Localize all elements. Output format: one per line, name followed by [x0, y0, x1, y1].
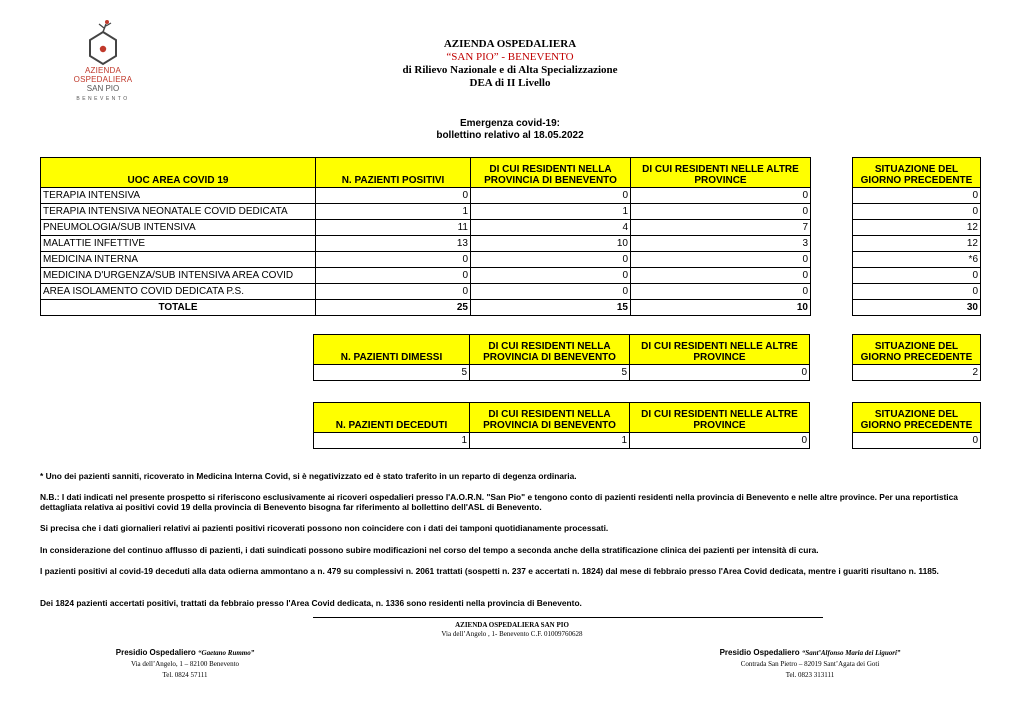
footer-left-tel: Tel. 0824 57111 [162, 671, 208, 679]
footer-title: AZIENDA OSPEDALIERA SAN PIO [455, 621, 569, 629]
unit-cell: TERAPIA INTENSIVA NEONATALE COVID DEDICATA [41, 204, 316, 220]
deceased-bn-value: 1 [470, 433, 630, 449]
residents-bn-cell: 0 [471, 268, 631, 284]
table-row [853, 188, 981, 204]
col-header-discharged-previous-text: SITUAZIONE DEL GIORNO PRECEDENTE [860, 341, 973, 363]
total-row [853, 300, 981, 316]
positive-cell: 0 [316, 252, 471, 268]
total-residents-other: 10 [631, 300, 811, 316]
previous-cell: *6 [853, 252, 981, 268]
logo-text-san-pio: SAN PIO [86, 84, 120, 93]
note-tampons: Si precisa che i dati giornalieri relativi ai pazienti positivi ricoverati possono non coincidere con i dati dei tamponi quotidianamente processati. [40, 523, 609, 533]
footer-right-presidio [700, 647, 920, 681]
table-row [853, 252, 981, 268]
col-header-discharged-bn [470, 335, 630, 365]
header-subtitle: “SAN PIO” - BENEVENTO [446, 51, 574, 63]
previous-cell: 0 [853, 268, 981, 284]
note-residents: Dei 1824 pazienti accertati positivi, trattati da febbraio presso l'Area Covid dedicata, n. 1336 sono residenti nella provincia di Benevento. [40, 598, 582, 608]
total-row [41, 300, 811, 316]
deceased-other-value: 0 [630, 433, 810, 449]
col-header-discharged-previous [853, 335, 981, 365]
table-row [853, 268, 981, 284]
table-row [41, 220, 811, 236]
discharged-previous-table [852, 334, 981, 381]
table-row [314, 433, 810, 449]
table-row [41, 204, 811, 220]
total-label: TOTALE [41, 300, 316, 316]
col-header-deceased: N. PAZIENTI DECEDUTI [314, 403, 470, 433]
residents-bn-cell: 10 [471, 236, 631, 252]
col-header-previous-day-text: SITUAZIONE DEL GIORNO PRECEDENTE [860, 164, 973, 186]
footer-right-label: Presidio Ospedaliero [719, 648, 800, 657]
table-row [41, 188, 811, 204]
footer-address: Via dell’Angelo , 1- Benevento C.F. 01009760628 [441, 630, 583, 638]
logo-text-ospedaliera: OSPEDALIERA [73, 75, 133, 84]
col-header-discharged: N. PAZIENTI DIMESSI [314, 335, 470, 365]
deceased-table [313, 402, 810, 449]
discharged-previous-value: 2 [853, 365, 981, 381]
previous-cell: 12 [853, 220, 981, 236]
previous-cell: 0 [853, 284, 981, 300]
footer-left-name [90, 647, 280, 659]
note-deceased: I pazienti positivi al covid-19 deceduti alla data odierna ammontano a n. 479 su complessivi n. 2061 trattati (sospetti n. 237 e accertati n. 1824) dal mese di febbraio presso l'Area Covid dedicata, mentre i guariti risultano n. 1185. [40, 566, 939, 576]
positive-cell: 0 [316, 268, 471, 284]
footer-left-label: Presidio Ospedaliero [115, 648, 196, 657]
note-asterisk: * Uno dei pazienti sanniti, ricoverato in Medicina Interna Covid, si è negativizzato ed è stato traferito in un reparto di degenza ordinaria. [40, 471, 577, 481]
residents-other-cell: 0 [631, 188, 811, 204]
col-header-deceased-previous [853, 403, 981, 433]
previous-cell: 0 [853, 204, 981, 220]
footer-left-presidio [90, 647, 280, 681]
footer-right-name [700, 647, 920, 659]
discharged-bn-value: 5 [470, 365, 630, 381]
col-header-deceased-other-text: DI CUI RESIDENTI NELLE ALTRE PROVINCE [641, 409, 798, 431]
residents-other-cell: 0 [631, 252, 811, 268]
document-header [380, 38, 640, 90]
total-previous: 30 [853, 300, 981, 316]
unit-cell: MEDICINA INTERNA [41, 252, 316, 268]
footer-center [400, 621, 624, 639]
previous-day-table [852, 157, 981, 316]
hospital-logo [72, 18, 134, 108]
unit-cell: MEDICINA D'URGENZA/SUB INTENSIVA AREA COVID [41, 268, 316, 284]
logo-text-benevento: BENEVENTO [76, 96, 130, 102]
positive-cell: 0 [316, 284, 471, 300]
table-row [314, 365, 810, 381]
note-nb: N.B.: I dati indicati nel presente prospetto si riferiscono esclusivamente ai ricoveri ospedalieri presso l'A.O.R.N. "San Pio" e tengono conto di pazienti residenti nella provincia di Benevento e nelle altre province. Per una reportistica dettagliata relativa ai positivi covid 19 della provincia di Benevento bisogna far riferimento al bollettino dell'ASL di Benevento. [40, 492, 958, 512]
table-row [41, 252, 811, 268]
col-header-residents-other [631, 158, 811, 188]
positive-cell: 0 [316, 188, 471, 204]
logo-text-azienda: AZIENDA [84, 66, 122, 75]
discharged-other-value: 0 [630, 365, 810, 381]
unit-cell: TERAPIA INTENSIVA [41, 188, 316, 204]
unit-cell: AREA ISOLAMENTO COVID DEDICATA P.S. [41, 284, 316, 300]
footer-right-hospital: “Sant’Alfonso Maria dei Liguori” [801, 649, 901, 657]
header-description: di Rilievo Nazionale e di Alta Specializzazione [402, 64, 618, 76]
table-row [853, 365, 981, 381]
deceased-value: 1 [314, 433, 470, 449]
unit-cell: MALATTIE INFETTIVE [41, 236, 316, 252]
col-header-deceased-other [630, 403, 810, 433]
table-row [41, 284, 811, 300]
total-positive: 25 [316, 300, 471, 316]
discharged-value: 5 [314, 365, 470, 381]
note-updates: In considerazione del continuo afflusso di pazienti, i dati suindicati possono subire modificazioni nel corso del tempo a seconda anche della stratificazione clinica dei pazienti per intensità di cura. [40, 545, 819, 555]
deceased-previous-table [852, 402, 981, 449]
discharged-table [313, 334, 810, 381]
house-logo-icon [83, 18, 123, 66]
bulletin-line-2: bollettino relativo al 18.05.2022 [436, 130, 584, 141]
footer-left-address: Via dell’Angelo, 1 – 82100 Benevento [130, 660, 240, 668]
residents-bn-cell: 4 [471, 220, 631, 236]
bulletin-line-1: Emergenza covid-19: [459, 118, 561, 129]
table-row [41, 236, 811, 252]
col-header-deceased-bn-text: DI CUI RESIDENTI NELLA PROVINCIA DI BENEVENTO [483, 409, 616, 431]
residents-other-cell: 3 [631, 236, 811, 252]
table-row [853, 284, 981, 300]
col-header-discharged-other-text: DI CUI RESIDENTI NELLE ALTRE PROVINCE [641, 341, 798, 363]
covid-area-table [40, 157, 811, 316]
footer-left-hospital: “Gaetano Rummo” [198, 649, 255, 657]
residents-other-cell: 0 [631, 284, 811, 300]
table-row [41, 268, 811, 284]
deceased-previous-value: 0 [853, 433, 981, 449]
col-header-discharged-other [630, 335, 810, 365]
col-header-discharged-bn-text: DI CUI RESIDENTI NELLA PROVINCIA DI BENEVENTO [483, 341, 616, 363]
previous-cell: 0 [853, 188, 981, 204]
residents-bn-cell: 1 [471, 204, 631, 220]
residents-bn-cell: 0 [471, 188, 631, 204]
bulletin-title [360, 118, 660, 142]
col-header-residents-bn-text: DI CUI RESIDENTI NELLA PROVINCIA DI BENEVENTO [484, 164, 617, 186]
col-header-residents-other-text: DI CUI RESIDENTI NELLE ALTRE PROVINCE [642, 164, 799, 186]
header-title: AZIENDA OSPEDALIERA [443, 38, 577, 50]
header-level: DEA di II Livello [469, 77, 551, 89]
residents-other-cell: 7 [631, 220, 811, 236]
col-header-residents-bn [471, 158, 631, 188]
residents-other-cell: 0 [631, 204, 811, 220]
positive-cell: 11 [316, 220, 471, 236]
unit-cell: PNEUMOLOGIA/SUB INTENSIVA [41, 220, 316, 236]
positive-cell: 1 [316, 204, 471, 220]
previous-cell: 12 [853, 236, 981, 252]
col-header-positive: N. PAZIENTI POSITIVI [316, 158, 471, 188]
footer-right-address: Contrada San Pietro – 82019 Sant’Agata dei Goti [740, 660, 880, 668]
col-header-previous-day [853, 158, 981, 188]
col-header-unit: UOC AREA COVID 19 [41, 158, 316, 188]
residents-other-cell: 0 [631, 268, 811, 284]
table-row [853, 433, 981, 449]
col-header-deceased-bn [470, 403, 630, 433]
footer-divider [313, 617, 823, 618]
table-row [853, 236, 981, 252]
table-row [853, 220, 981, 236]
col-header-deceased-previous-text: SITUAZIONE DEL GIORNO PRECEDENTE [860, 409, 973, 431]
table-row [853, 204, 981, 220]
residents-bn-cell: 0 [471, 252, 631, 268]
residents-bn-cell: 0 [471, 284, 631, 300]
total-residents-bn: 15 [471, 300, 631, 316]
footer-right-tel: Tel. 0823 313111 [785, 671, 835, 679]
positive-cell: 13 [316, 236, 471, 252]
